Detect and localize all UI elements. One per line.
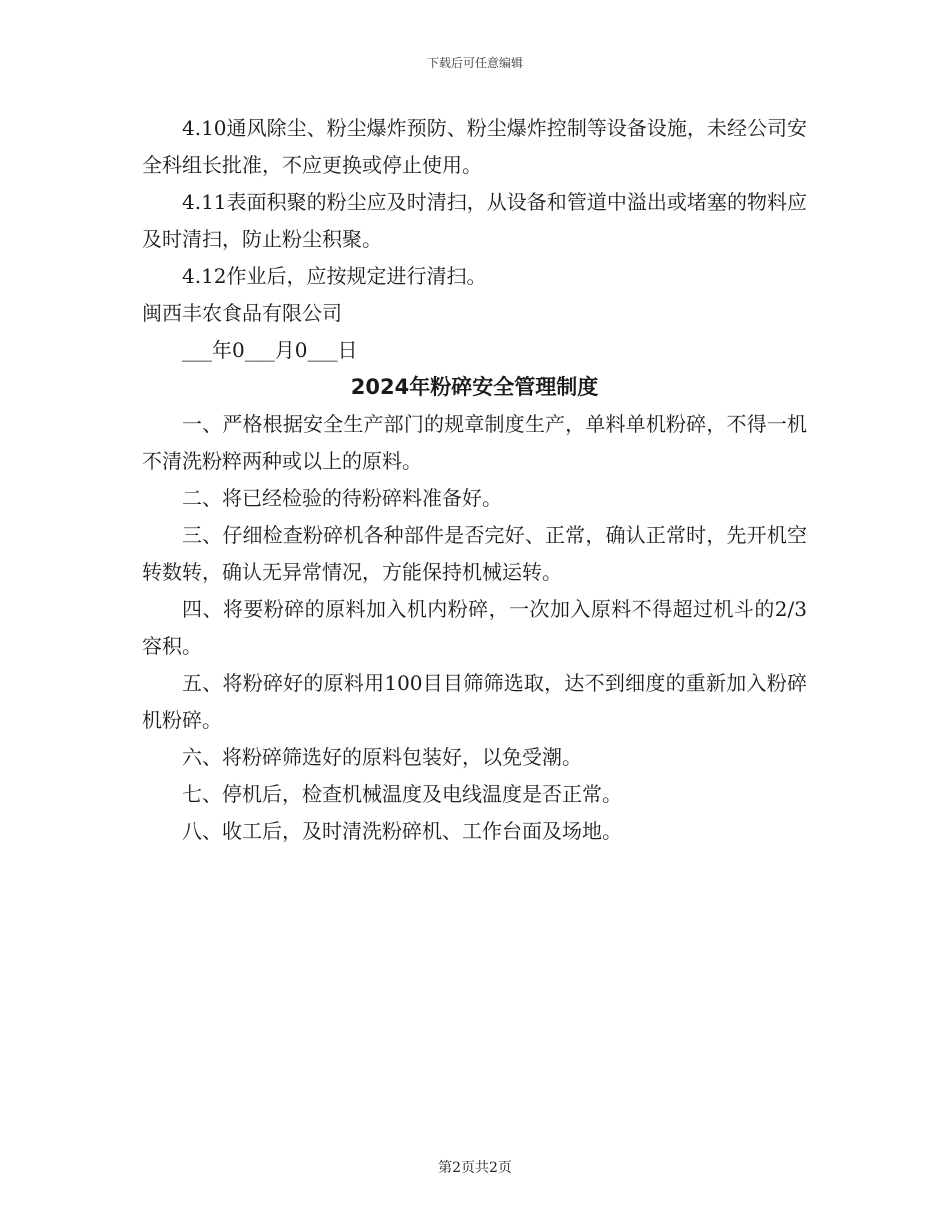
- document-body: [142, 110, 807, 850]
- page-footer: 第2页共2页: [438, 1160, 512, 1176]
- rule-item-2: 二、将已经检验的待粉碎料准备好。: [182, 486, 502, 510]
- rule-item-6: 六、将粉碎筛选好的原料包装好，以免受潮。: [182, 745, 582, 769]
- page-header: 下载后可任意编辑: [426, 56, 523, 70]
- date-line: ___年0___月0___日: [182, 338, 358, 362]
- paragraph-4-11: 4.11表面积聚的粉尘应及时清扫，从设备和管道中溢出或堵塞的物料应及时清扫，防止粉尘积聚。: [142, 190, 807, 251]
- rule-item-5: 五、将粉碎好的原料用100目目筛筛选取，达不到细度的重新加入粉碎机粉碎。: [142, 671, 807, 732]
- company-name: 闽西丰农食品有限公司: [142, 301, 342, 325]
- rule-item-4: 四、将要粉碎的原料加入机内粉碎，一次加入原料不得超过机斗的2/3容积。: [142, 597, 807, 658]
- paragraph-4-10: 4.10通风除尘、粉尘爆炸预防、粉尘爆炸控制等设备设施，未经公司安全科组长批准，不应更换或停止使用。: [142, 116, 807, 177]
- rule-item-1: 一、严格根据安全生产部门的规章制度生产，单料单机粉碎，不得一机不清洗粉粹两种或以上的原料。: [142, 412, 807, 473]
- rule-item-3: 三、仔细检查粉碎机各种部件是否完好、正常，确认正常时，先开机空转数转，确认无异常情况，方能保持机械运转。: [142, 523, 807, 584]
- document-title: 2024年粉碎安全管理制度: [350, 375, 599, 399]
- rule-item-7: 七、停机后，检查机械温度及电线温度是否正常。: [182, 782, 622, 806]
- paragraph-4-12: 4.12作业后，应按规定进行清扫。: [182, 264, 487, 288]
- rule-item-8: 八、收工后，及时清洗粉碎机、工作台面及场地。: [182, 819, 622, 843]
